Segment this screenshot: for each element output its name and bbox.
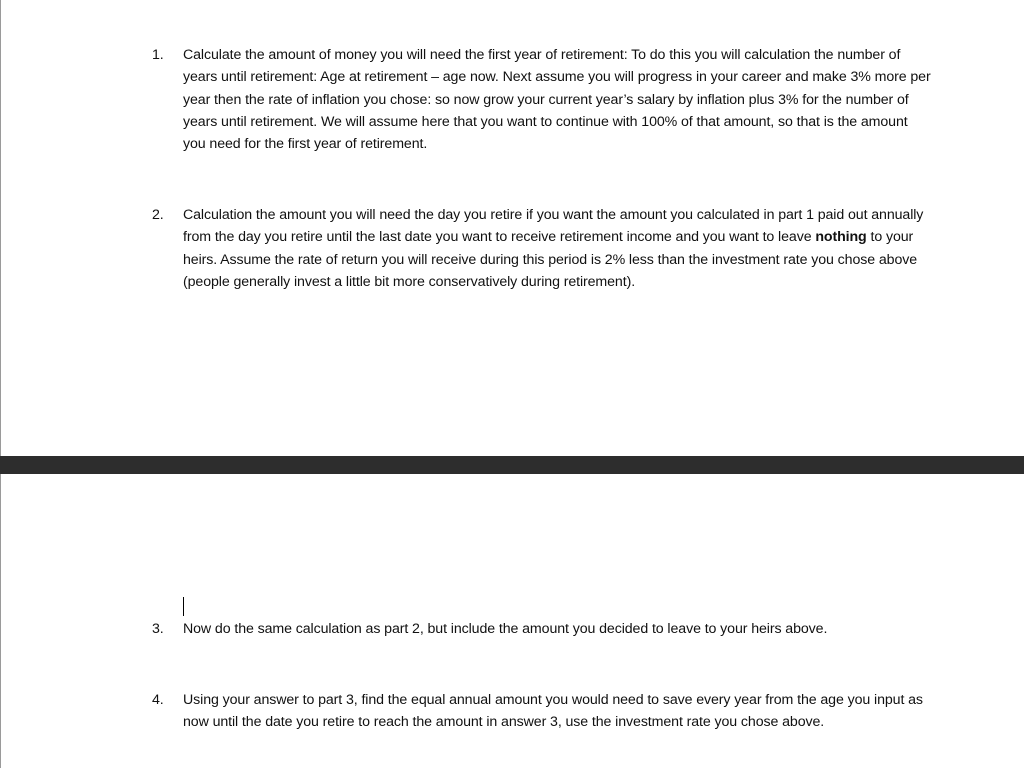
list-number: 2. [152,207,164,223]
text-before-bold: Calculation the amount you will need the day you retire if you want the amount you calculated in part 1 paid out annually from the day you retire until the last date you want to receive retirement income and you want to leave [183,207,924,246]
list-item-3[interactable] [152,618,932,640]
page-separator [0,456,1024,474]
list-item-4[interactable] [152,689,932,734]
bold-emphasis: nothing [815,229,867,246]
list-number: 3. [152,621,164,637]
list-number: 4. [152,692,164,708]
list-item-text [183,204,932,293]
list-item-text: Now do the same calculation as part 2, but include the amount you decided to leave to your heirs above. [183,621,828,637]
text-cursor [183,597,184,616]
document-page-2 [0,474,1024,768]
list-item-1[interactable] [152,44,932,155]
list-item-2[interactable] [152,204,932,293]
list-number: 1. [152,47,164,63]
list-item-text: Calculate the amount of money you will need the first year of retirement: To do this you will calculation the number of years until retirement: Age at retirement – age now. Next assume you will progress in your career and make 3% more per year then the rate of inflation you chose: so now grow your current year’s salary by inflation plus 3% for the number of years until retirement. We will assume here that you want to continue with 100% of that amount, so that is the amount you need for the first year of retirement. [183,47,931,153]
list-item-text: Using your answer to part 3, find the equal annual amount you would need to save every year from the age you input as now until the date you retire to reach the amount in answer 3, use the investment rate you chose above. [183,692,923,731]
text-after-bold: to your heirs. Assume the rate of return you will receive during this period is 2% less than the investment rate you chose above (people generally invest a little bit more conservatively during retirement). [183,229,918,290]
